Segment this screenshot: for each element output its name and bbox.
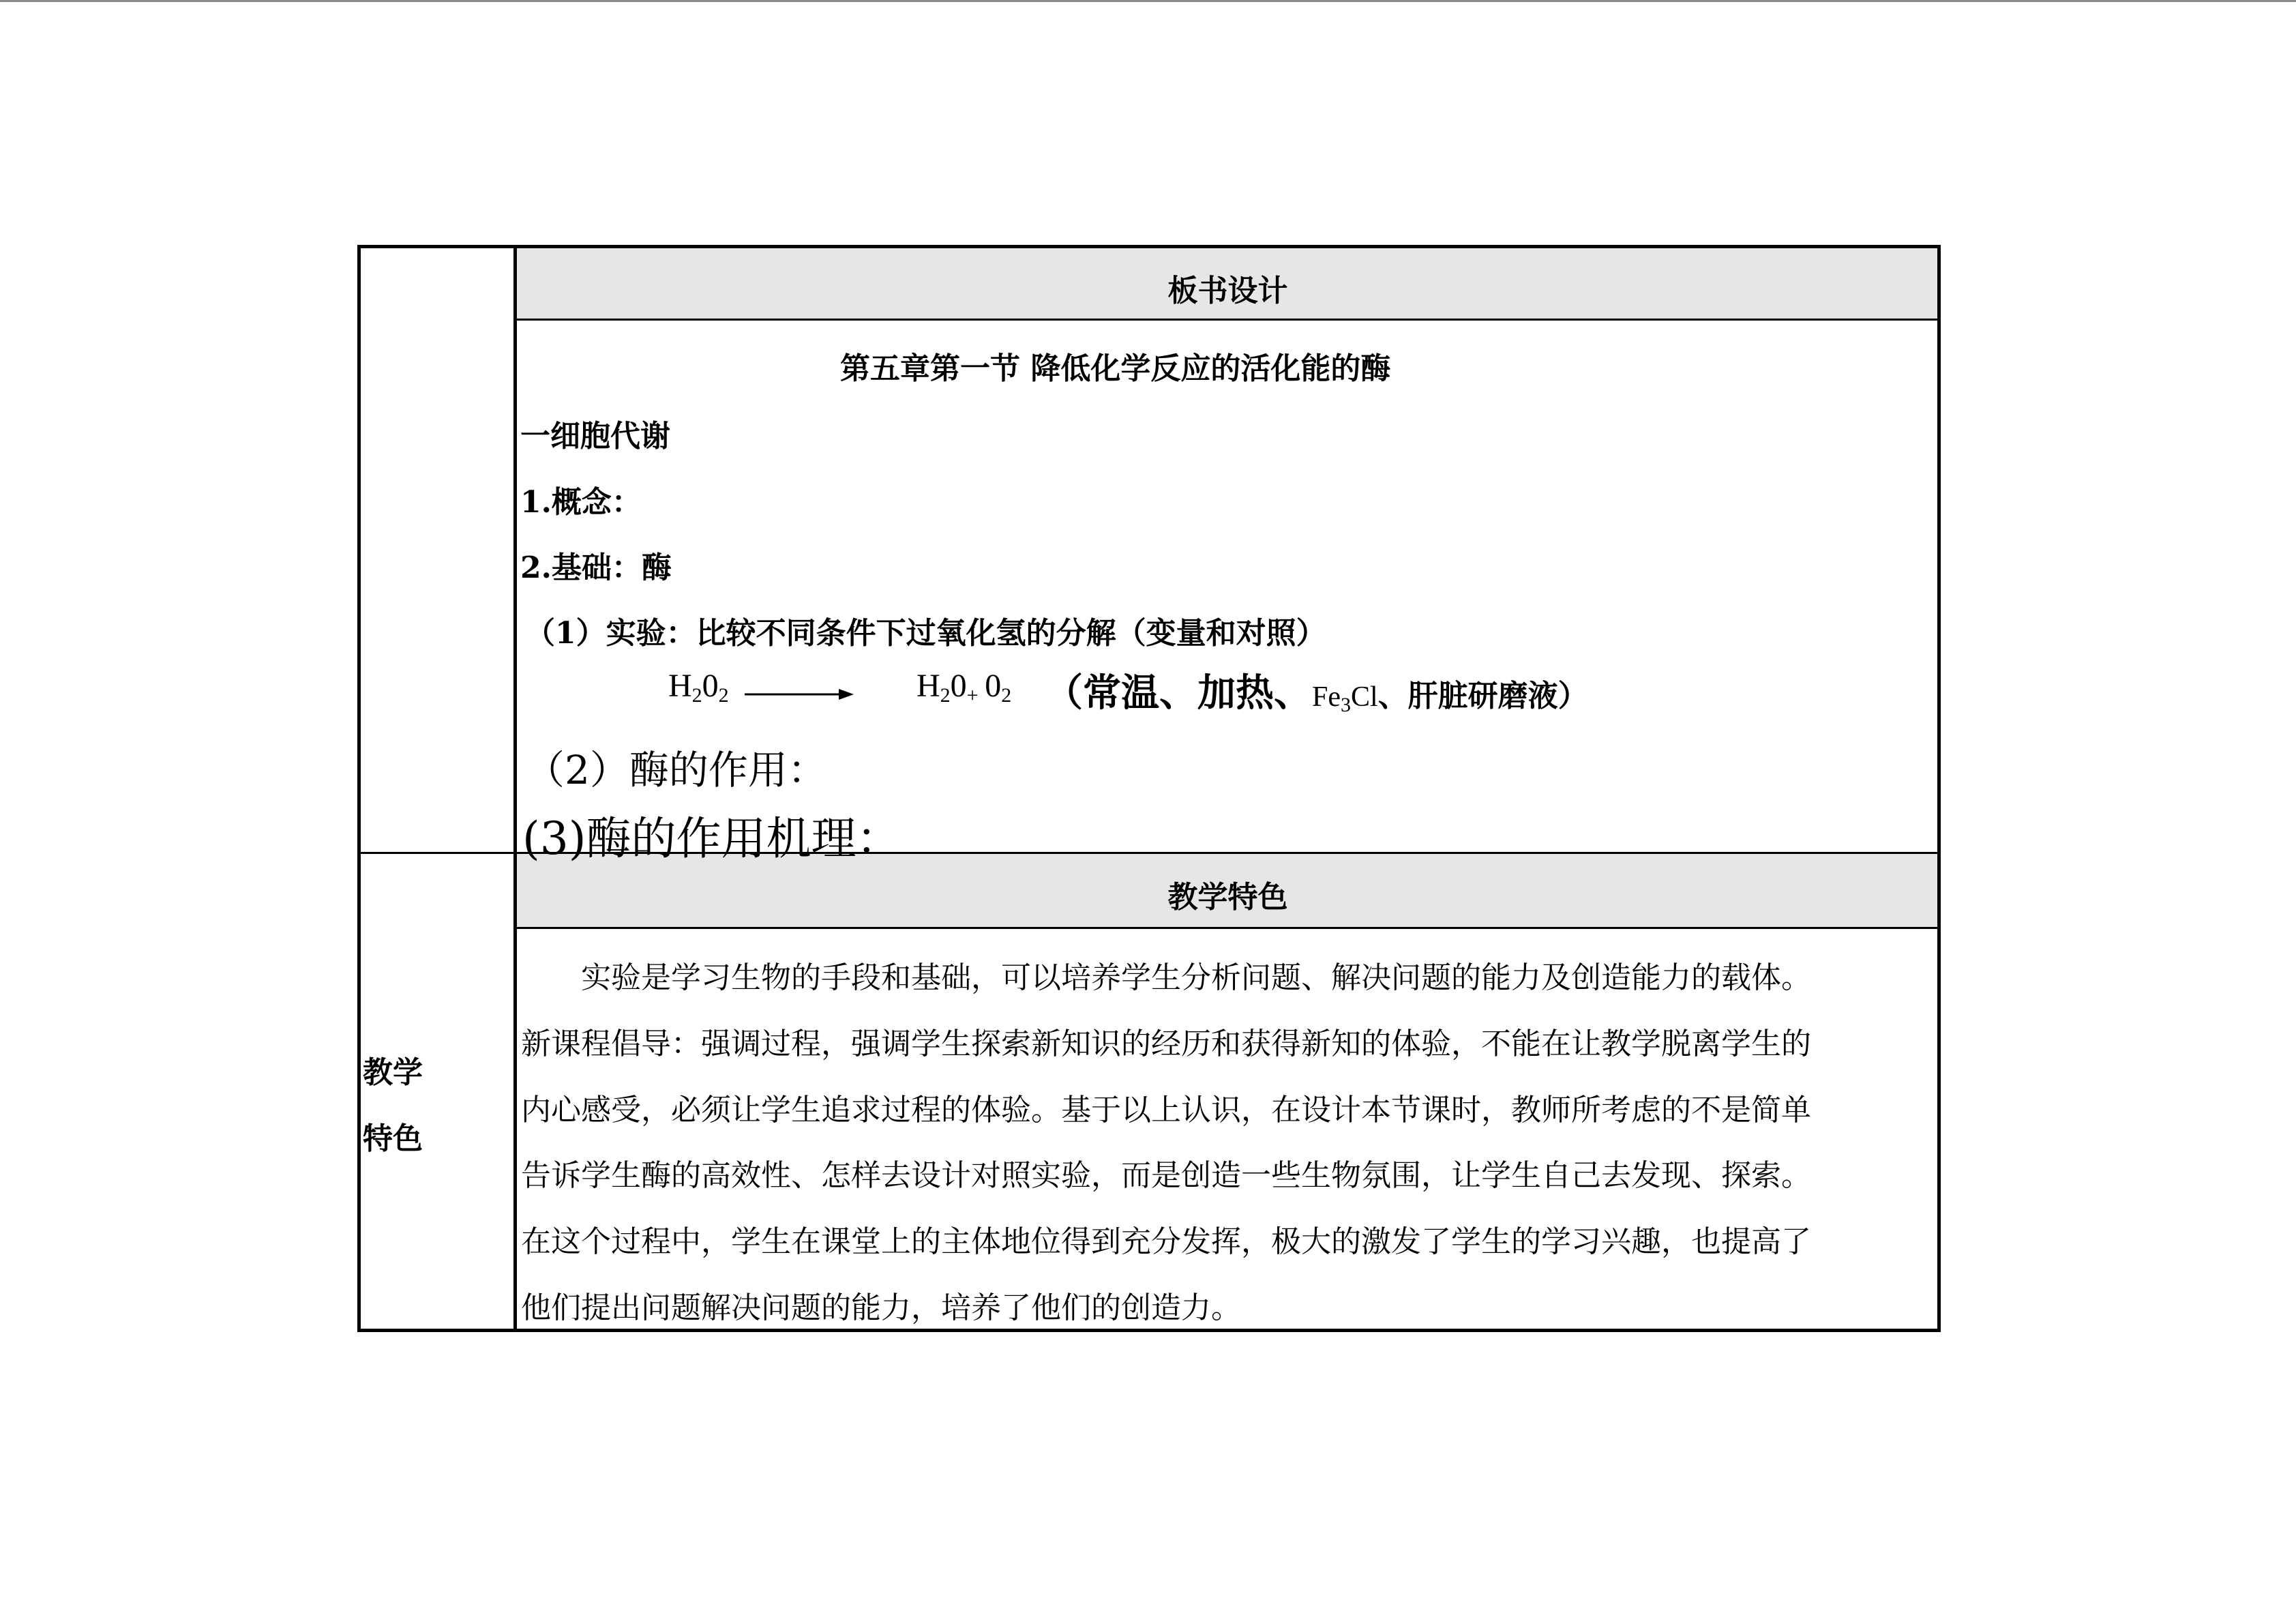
enzyme-role-line: （2）酶的作用：: [525, 747, 827, 793]
board-title: 第五章第一节 降低化学反应的活化能的酶: [840, 351, 1391, 386]
board-design-header: 板书设计: [1167, 274, 1288, 308]
reaction-arrow: [745, 681, 854, 708]
table-column-divider: [513, 245, 517, 1332]
teaching-features-header: 教学特色: [1167, 880, 1288, 915]
paragraph-line: 在这个过程中，学生在课堂上的主体地位得到充分发挥，极大的激发了学生的学习兴趣，也提高了: [521, 1224, 1811, 1260]
formula-reactant: $H_20_2$: [668, 668, 729, 707]
experiment-line: （1）实验：比较不同条件下过氧化氢的分解（变量和对照）: [525, 616, 1326, 651]
paragraph-line: 他们提出问题解决问题的能力，培养了他们的创造力。: [521, 1290, 1241, 1325]
paragraph-line: 告诉学生酶的高效性、怎样去设计对照实验，而是创造一些生物氛围，让学生自己去发现、探索。: [521, 1158, 1811, 1194]
formula-products: $H_20_+$ $0_2$: [916, 668, 1012, 707]
paragraph-line: 新课程倡导：强调过程，强调学生探索新知识的经历和获得新知的体验，不能在让教学脱离学生的: [521, 1026, 1811, 1061]
paragraph-line: 内心感受，必须让学生追求过程的体验。基于以上认识，在设计本节课时，教师所考虑的不是简单: [521, 1092, 1811, 1127]
table-border-left: [357, 245, 361, 1332]
section-heading: 一细胞代谢: [520, 419, 670, 454]
paragraph-line: 实验是学习生物的手段和基础，可以培养学生分析问题、解决问题的能力及创造能力的载体。: [521, 960, 1811, 995]
table-border-top: [357, 245, 1941, 248]
page-top-rule: [0, 0, 2296, 2]
item-basis: 2.基础：酶: [520, 550, 672, 585]
table-border-right: [1937, 245, 1941, 1332]
enzyme-mechanism-line: (3)酶的作用机理：: [522, 812, 901, 865]
side-label-line2: 特色: [363, 1121, 423, 1156]
side-label-line1: 教学: [363, 1055, 423, 1090]
teaching-features-paragraph: [521, 945, 1930, 1342]
formula-conditions: （常温、加热、$Fe_3Cl$、肝脏研磨液）: [1045, 670, 1588, 716]
item-concept: 1.概念：: [520, 485, 642, 520]
